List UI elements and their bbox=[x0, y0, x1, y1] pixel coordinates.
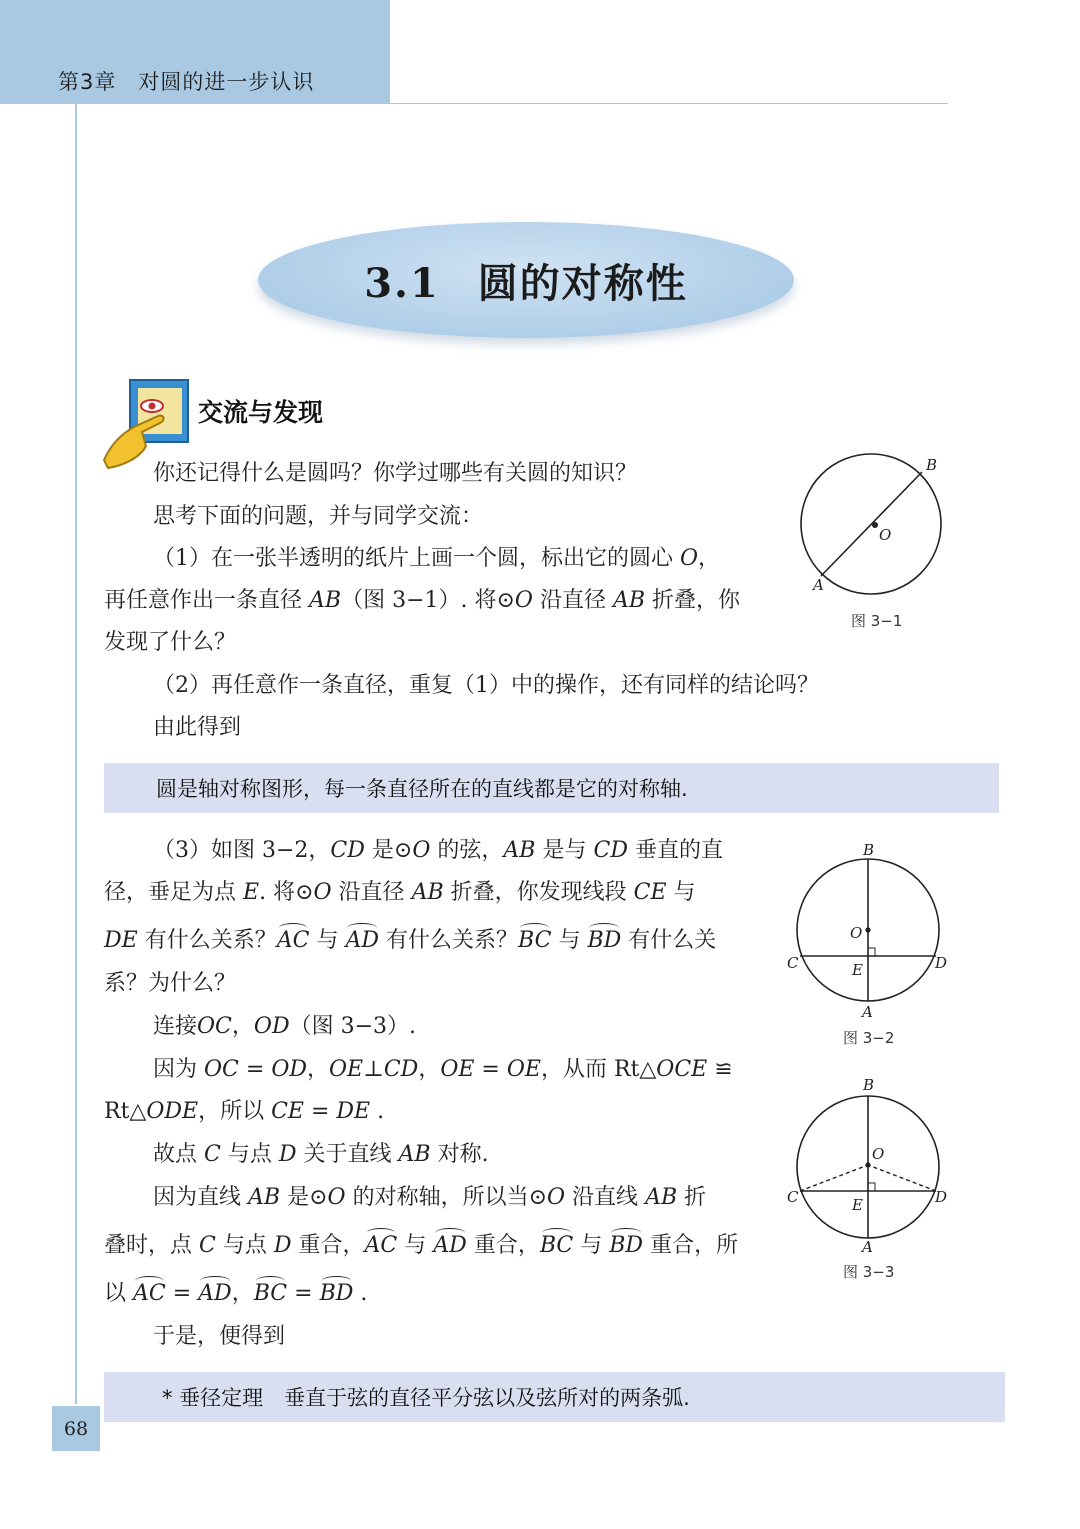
figure-3-2 bbox=[780, 838, 955, 1023]
figure-3-1-caption: 图 3−1 bbox=[851, 612, 903, 630]
section-title bbox=[258, 252, 794, 309]
conclusion-callout: 圆是轴对称图形，每一条直径所在的直线都是它的对称轴. bbox=[104, 763, 999, 813]
fig3-label-c: C bbox=[787, 1188, 799, 1206]
question-3-line-1: （3）如图 3−2，CD 是⊙O 的弦，AB 是与 CD 垂直的直 bbox=[153, 838, 723, 863]
fig3-label-d: D bbox=[935, 1188, 948, 1206]
because2-line-2: 叠时，点 C 与点 D 重合，AC 与 AD 重合，BC 与 BD 重合，所 bbox=[104, 1231, 738, 1261]
figure-3-3-caption: 图 3−3 bbox=[843, 1263, 895, 1281]
fig3-label-e: E bbox=[852, 1196, 863, 1214]
derived-text: 由此得到 bbox=[153, 715, 242, 740]
fig3-label-a: A bbox=[862, 1238, 873, 1256]
because2-line-1: 因为直线 AB 是⊙O 的对称轴，所以当⊙O 沿直线 AB 折 bbox=[153, 1185, 707, 1210]
page-number: 68 bbox=[52, 1406, 100, 1451]
question-1-line-2: 再任意作出一条直径 AB（图 3−1）. 将⊙O 沿直径 AB 折叠，你 bbox=[104, 588, 741, 613]
fig1-label-o: O bbox=[879, 526, 892, 544]
because-line-2: Rt△ODE，所以 CE = DE . bbox=[104, 1099, 385, 1124]
top-divider bbox=[390, 103, 948, 104]
fig2-label-o: O bbox=[850, 924, 863, 942]
connect-line: 连接OC，OD（图 3−3）. bbox=[153, 1014, 417, 1039]
fig2-label-b: B bbox=[863, 841, 875, 859]
fig3-label-o: O bbox=[872, 1145, 885, 1163]
question-1-line-1: （1）在一张半透明的纸片上画一个圆，标出它的圆心 O， bbox=[153, 546, 721, 571]
question-3-line-3: DE 有什么关系？AC 与 AD 有什么关系？BC 与 BD 有什么关 bbox=[104, 926, 716, 956]
question-3-line-2: 径，垂足为点 E. 将⊙O 沿直径 AB 折叠，你发现线段 CE 与 bbox=[104, 880, 696, 905]
chapter-title: 第3章 对圆的进一步认识 bbox=[58, 70, 315, 94]
figure-3-1 bbox=[795, 450, 960, 600]
intro-line-1: 你还记得什么是圆吗？你学过哪些有关圆的知识？ bbox=[153, 461, 638, 486]
fig1-label-a: A bbox=[813, 576, 824, 594]
question-1-line-3: 发现了什么？ bbox=[104, 630, 237, 655]
fig1-label-b: B bbox=[926, 456, 938, 474]
fig2-label-d: D bbox=[935, 954, 948, 972]
because-line-1: 因为 OC = OD，OE⊥CD，OE = OE，从而 Rt△OCE ≌ bbox=[153, 1057, 733, 1082]
figure-3-2-caption: 图 3−2 bbox=[843, 1029, 895, 1047]
intro-line-2: 思考下面的问题，并与同学交流： bbox=[153, 504, 484, 529]
left-margin-rule bbox=[75, 104, 77, 1404]
fig2-label-c: C bbox=[787, 954, 799, 972]
fig2-label-a: A bbox=[862, 1003, 873, 1021]
question-3-line-4: 系？为什么？ bbox=[104, 971, 237, 996]
figure-3-3 bbox=[780, 1072, 955, 1257]
section-number: 3.1 bbox=[364, 260, 440, 307]
activity-label: 交流与发现 bbox=[198, 398, 324, 427]
question-2: （2）再任意作一条直径，重复（1）中的操作，还有同样的结论吗？ bbox=[153, 673, 819, 698]
then-line: 于是，便得到 bbox=[153, 1324, 286, 1349]
fig2-label-e: E bbox=[852, 961, 863, 979]
fig3-label-b: B bbox=[863, 1076, 875, 1094]
therefore-line: 故点 C 与点 D 关于直线 AB 对称. bbox=[153, 1142, 489, 1167]
section-title-text: 圆的对称性 bbox=[477, 260, 688, 307]
because2-line-3: 以 AC = AD，BC = BD . bbox=[104, 1279, 367, 1309]
theorem-callout: * 垂径定理 垂直于弦的直径平分弦以及弦所对的两条弧. bbox=[104, 1372, 1005, 1422]
discussion-icon bbox=[100, 376, 195, 471]
